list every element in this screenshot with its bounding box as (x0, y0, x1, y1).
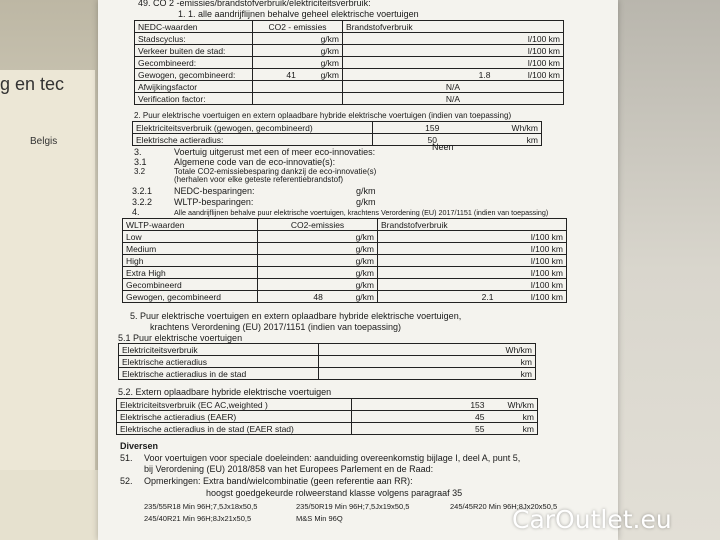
background-small-text: Belgis (30, 136, 58, 147)
item-3-2-1-text: NEDC-besparingen: (174, 186, 255, 196)
wltp-co2-unit: g/km (258, 267, 378, 279)
wltp-co2-cell (258, 291, 378, 303)
item-3-2-num: 3.2 (134, 167, 146, 176)
wltp-label: Low (123, 231, 258, 243)
section-5-1-table (118, 343, 536, 380)
nedc-label: Verkeer buiten de stad: (135, 45, 253, 57)
section-5-1-value (319, 344, 486, 356)
watermark-logo: CarOutlet.eu (512, 505, 672, 534)
wltp-fuel: 2.1 (378, 291, 497, 303)
nedc-fuel (343, 33, 494, 45)
section-5-2-unit: Wh/km (488, 399, 538, 411)
wltp-co2-unit: g/km (258, 243, 378, 255)
section-2-row (133, 134, 542, 146)
section-5-2-value: 153 (352, 399, 488, 411)
section-5-1-value (319, 356, 486, 368)
wltp-row (123, 267, 567, 279)
item-3-text: Voertuig uitgerust met een of meer eco-innovaties: (174, 147, 376, 157)
wltp-fuel-unit: l/100 km (497, 255, 567, 267)
wltp-label: Gewogen, gecombineerd (123, 291, 258, 303)
item-52-num: 52. (120, 476, 133, 486)
section-5-2-value: 55 (352, 423, 488, 435)
wltp-table (122, 218, 567, 303)
item-3-2-text: Totale CO2-emissiebesparing dankzij de eco-innovatie(s) (174, 167, 377, 176)
tire-spec: 235/50R19 Min 96H;7,5Jx19x50,5 (296, 502, 410, 511)
wltp-fuel (378, 267, 497, 279)
nedc-label: Gecombineerd: (135, 57, 253, 69)
tire-spec: M&S Min 96Q (296, 514, 343, 523)
item-3-2-sub: (herhalen voor elke geteste referentiebrandstof) (174, 175, 343, 184)
section-5-1-unit: km (486, 368, 536, 380)
tire-spec: 245/40R21 Min 96H;8Jx21x50,5 (144, 514, 252, 523)
wltp-row (123, 279, 567, 291)
wltp-fuel-unit: l/100 km (497, 279, 567, 291)
nedc-row (135, 57, 564, 69)
section-5-2-label: Elektrische actieradius in de stad (EAER stad) (117, 423, 352, 435)
wltp-fuel-unit: l/100 km (497, 243, 567, 255)
item-3-value: Neen (432, 142, 454, 152)
section-5-2-unit: km (488, 411, 538, 423)
nedc-header-row (135, 21, 564, 33)
nedc-row (135, 81, 564, 93)
wltp-co2-unit: g/km (355, 291, 374, 302)
section-5-2-title: 5.2. Extern oplaadbare hybride elektrische voertuigen (118, 387, 332, 397)
section-5-2-table (116, 398, 538, 435)
section-2-title: 2. Puur elektrische voertuigen en extern oplaadbare hybride elektrische voertuigen (indien van toepassing) (134, 111, 512, 120)
wltp-header: CO2-emissies (258, 219, 378, 231)
wltp-header-row (123, 219, 567, 231)
wltp-fuel-unit: l/100 km (497, 231, 567, 243)
section-5-1-label: Elektriciteitsverbruik (119, 344, 319, 356)
nedc-fuel-unit: l/100 km (494, 69, 564, 81)
section-5-line-2: krachtens Verordening (EU) 2017/1151 (indien van toepassing) (150, 322, 401, 332)
section-5-2-label: Elektriciteitsverbruik (EC AC,weighted ) (117, 399, 352, 411)
section-5-line-1: 5. Puur elektrische voertuigen en extern oplaadbare hybride elektrische voertuigen, (130, 311, 462, 321)
nedc-fuel: N/A (343, 93, 564, 105)
wltp-header: Brandstofverbruik (378, 219, 567, 231)
wltp-label: Medium (123, 243, 258, 255)
wltp-co2-unit: g/km (258, 279, 378, 291)
nedc-co2-unit: g/km (253, 57, 343, 69)
nedc-row (135, 69, 564, 81)
section-5-1-label: Elektrische actieradius in de stad (119, 368, 319, 380)
nedc-label: Verification factor: (135, 93, 253, 105)
wltp-row (123, 255, 567, 267)
diversen-title: Diversen (120, 441, 159, 451)
nedc-label: Stadscyclus: (135, 33, 253, 45)
nedc-label: Gewogen, gecombineerd: (135, 69, 253, 81)
wltp-label: Gecombineerd (123, 279, 258, 291)
wltp-fuel-unit: l/100 km (497, 267, 567, 279)
wltp-co2-value: 48 (313, 291, 323, 302)
section-2-row (133, 122, 542, 134)
wltp-fuel (378, 279, 497, 291)
item-3-2-1-unit: g/km (356, 186, 376, 196)
nedc-fuel: N/A (343, 81, 564, 93)
tire-spec: 235/55R18 Min 96H;7,5Jx18x50,5 (144, 502, 258, 511)
item-3-num: 3. (134, 147, 142, 157)
section-5-1-title: 5.1 Puur elektrische voertuigen (118, 333, 243, 343)
item-3-2-2-text: WLTP-besparingen: (174, 197, 254, 207)
section-2-value: 159 (373, 122, 492, 134)
item-3-2-1-num: 3.2.1 (132, 186, 153, 196)
section-2-label: Elektriciteitsverbruik (gewogen, gecombineerd) (133, 122, 373, 134)
background-text: g en tec (0, 74, 65, 94)
section-2-label: Elektrische actieradius: (133, 134, 373, 146)
section-5-2-row (117, 411, 538, 423)
item-3-1-text: Algemene code van de eco-innovatie(s): (174, 157, 336, 167)
wltp-row (123, 243, 567, 255)
item-3-2-2-unit: g/km (356, 197, 376, 207)
section-5-1-row (119, 344, 536, 356)
nedc-fuel (343, 45, 494, 57)
section-2-unit: km (492, 134, 542, 146)
wltp-fuel (378, 255, 497, 267)
wltp-label: Extra High (123, 267, 258, 279)
section-5-1-label: Elektrische actieradius (119, 356, 319, 368)
nedc-co2-unit: g/km (253, 45, 343, 57)
background-paper (0, 70, 95, 470)
section-2-table (132, 121, 542, 146)
item-4-num: 4. (132, 207, 140, 217)
wltp-fuel (378, 231, 497, 243)
nedc-co2-unit: g/km (253, 33, 343, 45)
nedc-co2-cell (253, 69, 343, 81)
item-3-2-2-num: 3.2.2 (132, 197, 153, 207)
nedc-fuel-unit: l/100 km (494, 57, 564, 69)
section-5-1-value (319, 368, 486, 380)
nedc-table (134, 20, 564, 105)
item-4-text: Alle aandrijflijnen behalve puur elektrische voertuigen, krachtens Verordening (EU) 2017/1151 (indien van toepassing) (174, 208, 549, 217)
document-sheet (98, 0, 618, 540)
section-5-1-unit: km (486, 356, 536, 368)
wltp-fuel (378, 243, 497, 255)
section-5-1-unit: Wh/km (486, 344, 536, 356)
nedc-co2-value: 41 (286, 69, 296, 80)
item-52-text-1: Opmerkingen: Extra band/wielcombinatie (geen referentie aan RR): (144, 476, 413, 486)
item-52-text-2: hoogst goedgekeurde rolweerstand klasse volgens paragraaf 35 (206, 488, 463, 498)
nedc-fuel: 1.8 (343, 69, 494, 81)
nedc-header: CO2 - emissies (253, 21, 343, 33)
wltp-fuel-unit: l/100 km (497, 291, 567, 303)
nedc-row (135, 93, 564, 105)
section-5-2-row (117, 423, 538, 435)
nedc-fuel (343, 57, 494, 69)
nedc-fuel-unit: l/100 km (494, 45, 564, 57)
section-2-value: 50 (373, 134, 492, 146)
nedc-row (135, 33, 564, 45)
wltp-co2-unit: g/km (258, 231, 378, 243)
section-5-1-row (119, 356, 536, 368)
nedc-label: Afwijkingsfactor (135, 81, 253, 93)
wltp-header: WLTP-waarden (123, 219, 258, 231)
item-51-text-2: bij Verordening (EU) 2018/858 van het Europees Parlement en de Raad: (144, 464, 434, 474)
nedc-row (135, 45, 564, 57)
section-2-unit: Wh/km (492, 122, 542, 134)
header-line-1: 49. CO 2 -emissies/brandstofverbruik/elektriciteitsverbruik: (138, 0, 371, 8)
wltp-row (123, 291, 567, 303)
header-line-2: 1. 1. alle aandrijflijnen behalve geheel elektrische voertuigen (178, 9, 419, 19)
section-5-2-label: Elektrische actieradius (EAER) (117, 411, 352, 423)
section-5-2-row (117, 399, 538, 411)
nedc-co2-unit: g/km (320, 69, 339, 80)
nedc-fuel-unit: l/100 km (494, 33, 564, 45)
wltp-row (123, 231, 567, 243)
item-51-num: 51. (120, 453, 133, 463)
section-5-1-row (119, 368, 536, 380)
wltp-label: High (123, 255, 258, 267)
section-5-2-value: 45 (352, 411, 488, 423)
nedc-header: NEDC-waarden (135, 21, 253, 33)
nedc-header: Brandstofverbruik (343, 21, 564, 33)
wltp-co2-unit: g/km (258, 255, 378, 267)
section-5-2-unit: km (488, 423, 538, 435)
item-51-text-1: Voor voertuigen voor speciale doeleinden: aanduiding overeenkomstig bijlage I, deel A, punt 5, (144, 453, 521, 463)
item-3-1-num: 3.1 (134, 157, 147, 167)
tire-spec: 245/45R20 Min 96H;8Jx20x50,5 (450, 502, 558, 511)
